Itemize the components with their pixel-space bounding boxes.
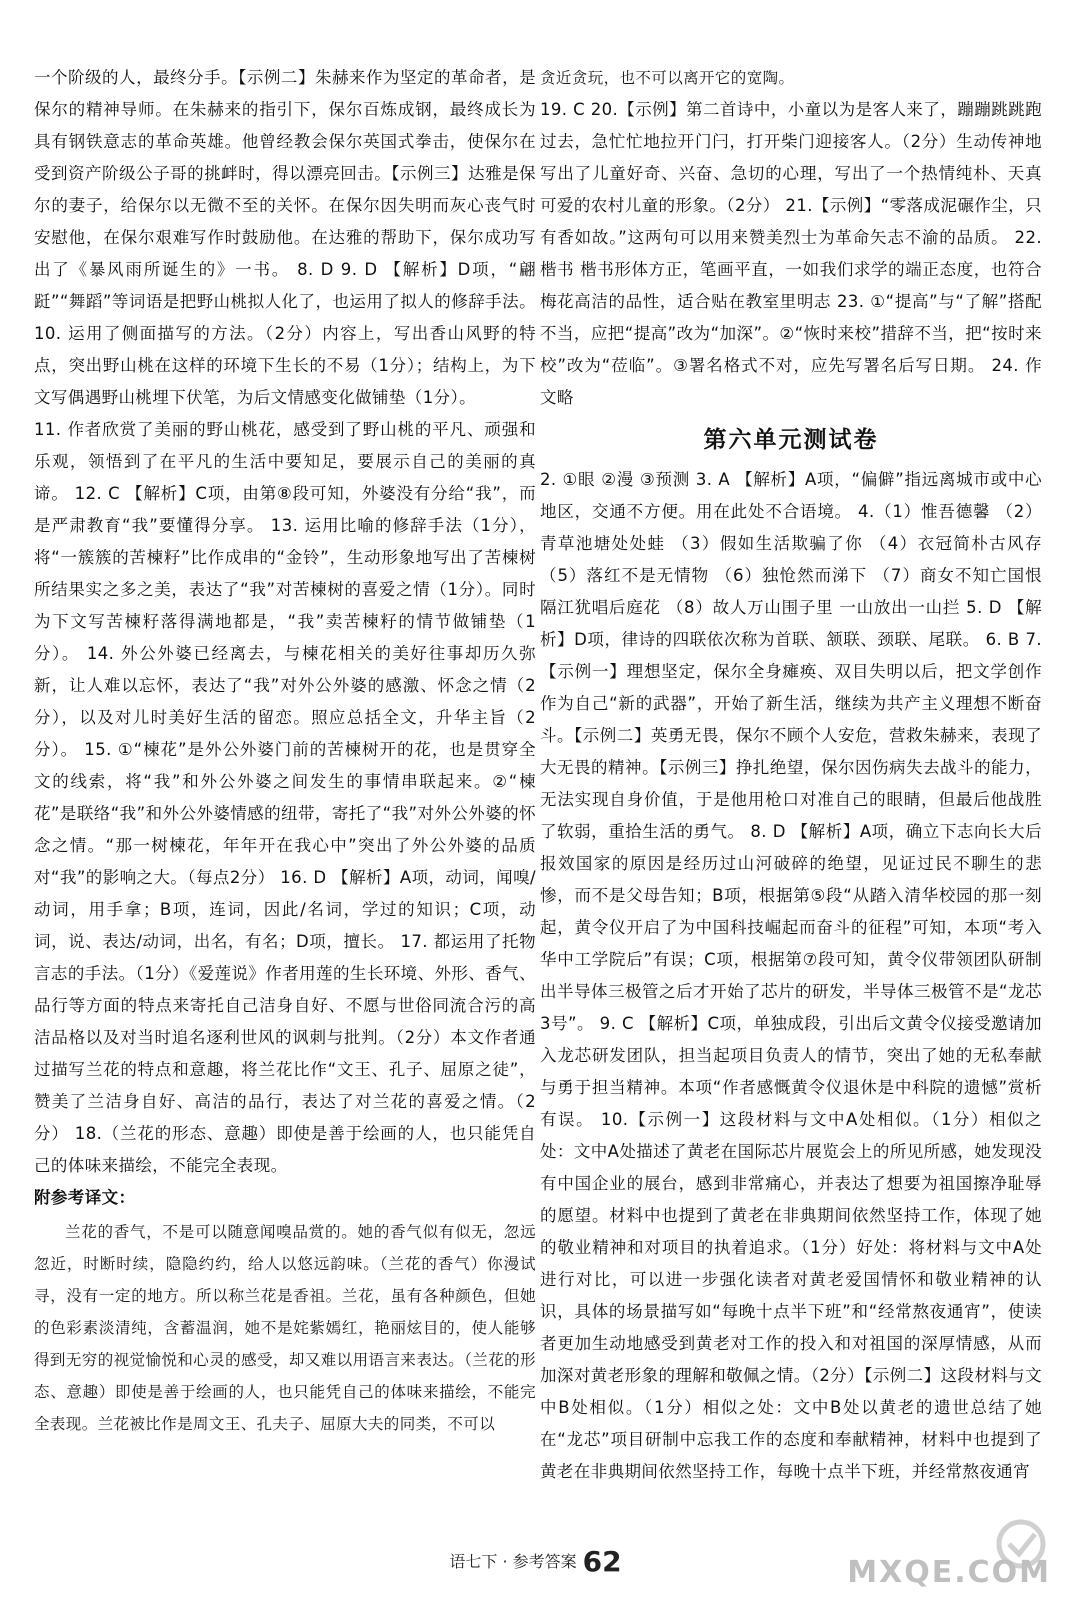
page-number: 62: [582, 1545, 622, 1578]
left-column: [34, 62, 536, 1440]
section-title-unit-six: 第六单元测试卷: [703, 427, 879, 453]
left-paragraph-1: 一个阶级的人，最终分手。【示例二】朱赫来作为坚定的革命者，是保尔的精神导师。在朱赫来的指引下，保尔百炼成钢，最终成长为具有钢铁意志的革命英雄。他曾经教会保尔英国式拳击，使保尔在受到资产阶级公子哥的挑衅时，得以漂亮回击。【示例三】达雅是保尔的妻子，给保尔以无微不至的关怀。在保尔因失明而灰心丧气时安慰他，在保尔艰难写作时鼓励他。在达雅的帮助下，保尔成功写出了《暴风雨所诞生的》一书。 8. D 9. D 【解析】D项，“翩跹”“舞蹈”等词语是把野山桃拟人化了，也运用了拟人的修辞手法。 10. 运用了侧面描写的方法。（2分）内容上，写出香山风野的特点，突出野山桃在这样的环境下生长的不易（1分）；结构上，为下文写偶遇野山桃埋下伏笔，为后文情感变化做铺垫（1分）。: [34, 68, 536, 407]
reference-translation-heading: 附参考译文：: [34, 1188, 136, 1207]
translation-paragraph: 兰花的香气，不是可以随意闻嗅品赏的。她的香气似有似无，忽远忽近，时断时续，隐隐约约，给人以悠远韵味。（兰花的香气）你漫试寻，没有一定的地方。所以称兰花是香祖。兰花，虽有各种颜色，但她的色彩素淡清纯，含蓄温润，她不是姹紫嫣红，艳丽炫目的，使人能够得到无穷的视觉愉悦和心灵的感受，却又难以用语言来表达。（兰花的形态、意趣）即使是善于绘画的人，也只能凭自己的体味来描绘，不能完全表现。兰花被比作是周文王、孔夫子、屈原大夫的同类，不可以: [34, 1223, 536, 1433]
footer-label: 语七下 · 参考答案: [449, 1552, 577, 1571]
right-paragraph-unit-six-answers: 2. ①眼 ②漫 ③预测 3. A 【解析】A项，“偏僻”指远离城市或中心地区，交通不方便。用在此处不合语境。 4.（1）惟吾德馨 （2）青草池塘处处蛙 （3）假如生活欺骗了你 （4）衣冠简朴古风存 （5）落红不是无情物 （6）独怆然而涕下 （7）商女不知亡国恨 隔江犹唱后庭花 （8）故人万山围子里 一山放出一山拦 5. D 【解析】D项，律诗的四联依次称为首联、颔联、颈联、尾联。 6. B 7.【示例一】理想坚定，保尔全身瘫痪、双目失明以后，把文学创作作为自己“新的武器”，开始了新生活，继续为共产主义理想不断奋斗。【示例二】英勇无畏，保尔不顾个人安危，营救朱赫来，表现了大无畏的精神。【示例三】挣扎绝望，保尔因伤病失去战斗的能力，无法实现自身价值，于是他用枪口对准自己的眼睛，但最后他战胜了软弱，重拾生活的勇气。 8. D 【解析】A项，确立下志向长大后报效国家的原因是经历过山河破碎的绝望，见证过民不聊生的悲惨，而不是父母告知；B项，根据第⑤段“从踏入清华校园的那一刻起，黄令仪开启了为中国科技崛起而奋斗的征程”可知，本项“考入华中工学院后”有误；C项，根据第⑦段可知，黄令仪带领团队研制出半导体三极管之后才开始了芯片的研发，半导体三极管不是“龙芯3号”。 9. C 【解析】C项，单独成段，引出后文黄令仪接受邀请加入龙芯研发团队，担当起项目负责人的情节，突出了她的无私奉献与勇于担当精神。本项“作者感慨黄令仪退休是中科院的遗憾”赏析有误。 10.【示例一】这段材料与文中A处相似。（1分）相似之处：文中A处描述了黄老在国际芯片展览会上的所见所感，她发现没有中国企业的展台，感到非常痛心，并表达了想要为祖国擦净耻辱的愿望。材料中也提到了黄老在非典期间依然坚持工作，体现了她的敬业精神和对项目的执着追求。（1分）好处：将材料与文中A处进行对比，可以进一步强化读者对黄老爱国情怀和敬业精神的认识，具体的场景描写如“每晚十点半下班”和“经常熬夜通宵”，使读者更加生动地感受到黄老对工作的投入和对祖国的深厚情感，从而加深对黄老形象的理解和敬佩之情。（2分）【示例二】这段材料与文中B处相似。（1分）相似之处：文中B处以黄老的遗世总结了她在“龙芯”项目研制中忘我工作的态度和奉献精神，材料中也提到了黄老在非典期间依然坚持工作，每晚十点半下班，并经常熬夜通宵: [540, 470, 1042, 1481]
watermark-text: MXQE.COM: [847, 1555, 1051, 1590]
right-column: [540, 62, 1042, 1488]
right-paragraph-answers-19-24: 19. C 20.【示例】第二首诗中，小童以为是客人来了，蹦蹦跳跳跑过去，急忙忙地拉开门闩，打开柴门迎接客人。（2分）生动传神地写出了儿童好奇、兴奋、急切的心理，写出了一个热情纯朴、天真可爱的农村儿童的形象。（2分） 21.【示例】“零落成泥碾作尘，只有香如故。”这两句可以用来赞美烈士为革命矢志不渝的品质。 22. 楷书 楷书形体方正，笔画平直，一如我们求学的端正态度，也符合梅花高洁的品性，适合贴在教室里明志 23. ①“提高”与“了解”搭配不当，应把“提高”改为“加深”。②“恢时来校”措辞不当，把“按时来校”改为“莅临”。③署名格式不对，应先写署名后写日期。 24. 作文略: [540, 100, 1042, 407]
left-paragraph-2: 11. 作者欣赏了美丽的野山桃花，感受到了野山桃的平凡、顽强和乐观，领悟到了在平凡的生活中要知足，要展示自己的美丽的真谛。 12. C 【解析】C项，由第⑧段可知，外婆没有分给“我”，而是严肃教育“我”要懂得分享。 13. 运用比喻的修辞手法（1分），将“一簇簇的苦楝籽”比作成串的“金铃”，生动形象地写出了苦楝树所结果实之多之美，表达了“我”对苦楝树的喜爱之情（1分）。同时为下文写苦楝籽落得满地都是，“我”卖苦楝籽的情节做铺垫（1分）。 14. 外公外婆已经离去，与楝花相关的美好往事却历久弥新，让人难以忘怀，表达了“我”对外公外婆的感激、怀念之情（2分），以及对儿时美好生活的留恋。照应总括全文，升华主旨（2分）。 15. ①“楝花”是外公外婆门前的苦楝树开的花，也是贯穿全文的线索，将“我”和外公外婆之间发生的事情串联起来。②“楝花”是联络“我”和外公外婆情感的纽带，寄托了“我”对外公外婆的怀念之情。“那一树楝花，年年开在我心中”突出了外公外婆的品质对“我”的影响之大。（每点2分） 16. D 【解析】A项，动词，闻嗅/动词，用手拿；B项，连词，因此/名词，学过的知识；C项，动词，说、表达/动词，出名，有名；D项，擅长。 17. 都运用了托物言志的手法。（1分）《爱莲说》作者用莲的生长环境、外形、香气、品行等方面的特点来寄托自己洁身自好、不愿与世俗同流合污的高洁品格以及对当时追名逐利世风的讽刺与批判。（2分）本文作者通过描写兰花的特点和意趣，将兰花比作“文王、孔子、屈原之徒”，赞美了兰洁身自好、高洁的品行，表达了对兰花的喜爱之情。（2分） 18.（兰花的形态、意趣）即使是善于绘画的人，也只能凭自己的体味来描绘，不能完全表现。: [34, 420, 536, 1175]
translation-continuation: 贪近贪玩，也不可以离开它的宽陶。: [540, 69, 795, 87]
